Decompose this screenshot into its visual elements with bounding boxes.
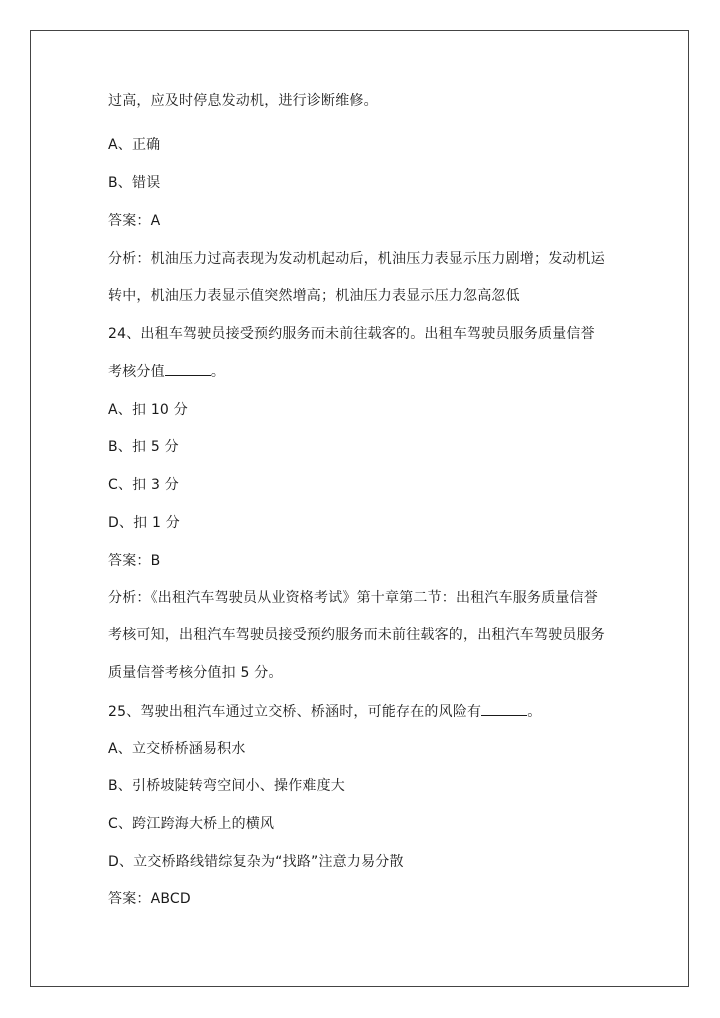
analysis-line: 转中，机油压力表显示值突然增高；机油压力表显示压力忽高忽低 [108, 288, 520, 304]
answer: 答案：A [108, 213, 161, 229]
option-a: A、立交桥桥涵易积水 [108, 741, 246, 757]
stem-text: 考核分值 [108, 364, 165, 380]
option-c: C、扣 3 分 [108, 477, 179, 493]
analysis-line: 质量信誉考核分值扣 5 分。 [108, 665, 283, 681]
answer-blank [165, 362, 211, 376]
stem-period: 。 [210, 364, 226, 380]
answer: 答案：B [108, 553, 161, 569]
option-b: B、引桥坡陡转弯空间小、操作难度大 [108, 778, 346, 794]
analysis-line: 分析：《出租汽车驾驶员从业资格考试》第十章第二节：出租汽车服务质量信誉 [108, 590, 598, 606]
option-b: B、扣 5 分 [108, 439, 179, 455]
analysis-line: 分析：机油压力过高表现为发动机起动后，机油压力表显示压力剧增；发动机运 [108, 251, 605, 267]
answer: 答案：ABCD [108, 891, 191, 907]
answer-blank [481, 702, 527, 716]
option-d: D、扣 1 分 [108, 515, 180, 531]
option-d: D、立交桥路线错综复杂为“找路”注意力易分散 [108, 854, 404, 870]
option-a: A、扣 10 分 [108, 402, 188, 418]
question-24-stem-cont [108, 362, 225, 381]
question-24-stem: 24、出租车驾驶员接受预约服务而未前往载客的。出租车驾驶员服务质量信誉 [108, 326, 595, 342]
analysis-line: 考核可知，出租汽车驾驶员接受预约服务而未前往载客的，出租汽车驾驶员服务 [108, 627, 605, 643]
stem-text: 25、驾驶出租汽车通过立交桥、桥涵时，可能存在的风险有 [108, 704, 482, 720]
option-c: C、跨江跨海大桥上的横风 [108, 816, 275, 832]
option-b: B、错误 [108, 175, 161, 191]
question-25-stem [108, 702, 541, 721]
stem-period: 。 [527, 704, 542, 720]
option-a: A、正确 [108, 137, 161, 153]
question-continuation: 过高，应及时停息发动机，进行诊断维修。 [108, 93, 378, 109]
